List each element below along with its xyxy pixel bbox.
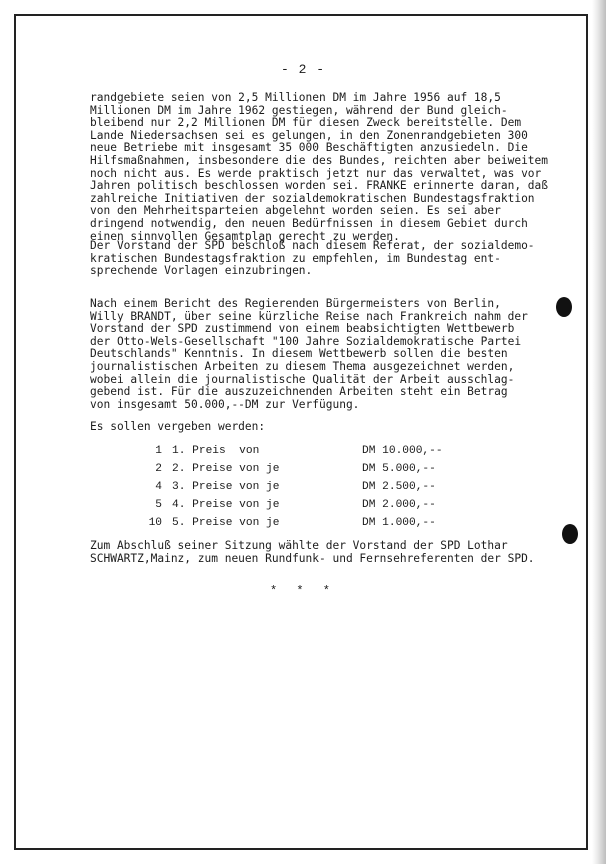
paragraph-vorstand-beschluss: Der Vorstand der SPD beschloß nach diesem Referat, der sozialdemo- kratischen Bundestagsfraktion zu empfehlen, im Bundestag ent- sprechende Vorlagen einzubringen.	[90, 239, 535, 278]
prize-label: 5. Preise von je	[172, 517, 280, 529]
prize-label: 1. Preis von	[172, 445, 260, 457]
prize-row	[140, 496, 443, 514]
prize-quantity: 2	[155, 463, 162, 475]
prize-amount: DM 1.000,--	[362, 517, 436, 529]
paragraph-wettbewerb: Nach einem Bericht des Regierenden Bürgermeisters von Berlin, Willy BRANDT, über seine kürzliche Reise nach Frankreich nahm der Vorstand der SPD zustimmend von einem beabsichtigten Wettbewerb der Otto-Wels-Gesellschaft "100 Jahre Sozialdemokratische Partei Deutschlands" Kenntnis. In diesem Wettbewerb sollen die besten journalistischen Arbeiten zu diesem Thema ausgezeichnet werden, wobei allein die journalistische Qualität der Arbeit ausschlag- gebend ist. Für die auszuzeichnenden Arbeiten steht ein Betrag von insgesamt 50.000,--DM zur Verfügung.	[90, 297, 528, 411]
page-number: - 2 -	[280, 62, 325, 77]
prize-row	[140, 442, 443, 460]
punch-hole-icon	[556, 297, 572, 317]
prize-quantity: 5	[155, 499, 162, 511]
prize-list	[140, 442, 443, 532]
paragraph-abschluss: Zum Abschluß seiner Sitzung wählte der Vorstand der SPD Lothar SCHWARTZ,Mainz, zum neuen Rundfunk- und Fernsehreferenten der SPD.	[90, 539, 535, 565]
page-edge-shadow	[592, 0, 606, 864]
prize-row	[140, 478, 443, 496]
prize-label: 2. Preise von je	[172, 463, 280, 475]
prizes-intro: Es sollen vergeben werden:	[90, 420, 266, 433]
prize-quantity: 1	[155, 445, 162, 457]
prize-row	[140, 460, 443, 478]
prize-row	[140, 514, 443, 532]
prize-label: 4. Preise von je	[172, 499, 280, 511]
punch-hole-icon	[562, 524, 578, 544]
paragraph-zonenrandgebiete: randgebiete seien von 2,5 Millionen DM im Jahre 1956 auf 18,5 Millionen DM im Jahre 1962 gestiegen, während der Bund gleich- bleibend nur 2,2 Millionen DM für diesen Zweck bereitstelle. Dem Lande Niedersachsen sei es gelungen, in den Zonenrandgebieten 300 neue Betriebe mit insgesamt 35 000 Beschäftigten anzusiedeln. Die Hilfsmaßnahmen, insbesondere die des Bundes, reichten aber beiweitem noch nicht aus. Es werde praktisch jetzt nur das verwaltet, was vor Jahren politisch beschlossen worden sei. FRANKE erinnerte daran, daß zahlreiche Initiativen der sozialdemokratischen Bundestagsfraktion von den Mehrheitsparteien abgelehnt worden seien. Es sei aber dringend notwendig, den neuen Bedürfnissen in diesem Gebiet durch einen sinnvollen Gesamtplan gerecht zu werden.	[90, 91, 549, 243]
prize-amount: DM 10.000,--	[362, 445, 443, 457]
prize-amount: DM 2.500,--	[362, 481, 436, 493]
prize-label: 3. Preise von je	[172, 481, 280, 493]
prize-amount: DM 2.000,--	[362, 499, 436, 511]
prize-amount: DM 5.000,--	[362, 463, 436, 475]
prize-quantity: 4	[155, 481, 162, 493]
prize-quantity: 10	[148, 517, 162, 529]
section-separator: * * *	[269, 584, 336, 598]
